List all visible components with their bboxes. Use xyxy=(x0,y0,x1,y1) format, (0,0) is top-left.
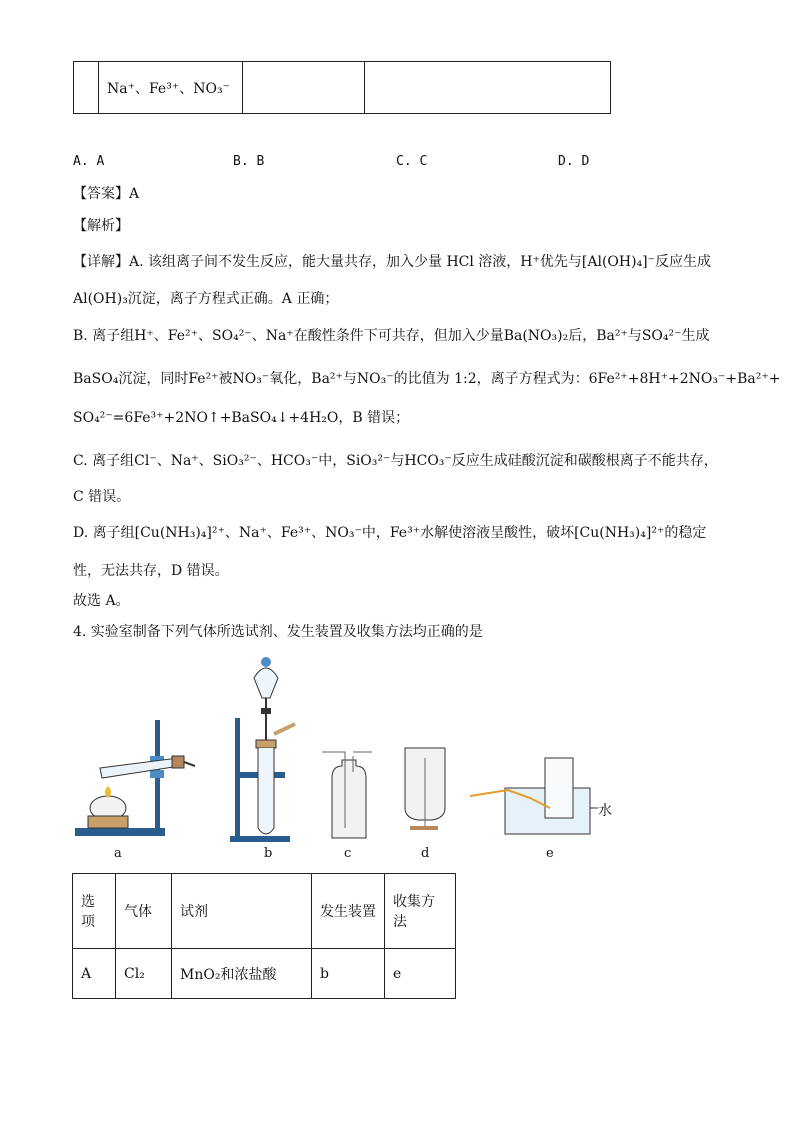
detail-line-8: D. 离子组[Cu(NH₃)₄]²⁺、Na⁺、Fe³⁺、NO₃⁻中，Fe³⁺水解使溶液呈酸性，破坏[Cu(NH₃)₄]²⁺的稳定 xyxy=(73,525,707,541)
detail-line-1: 【详解】A. 该组离子间不发生反应，能大量共存，加入少量 HCl 溶液，H⁺优先与[Al(OH)₄]⁻反应生成 xyxy=(73,254,712,270)
apparatus-b xyxy=(230,657,295,842)
top-table-cell-empty xyxy=(74,62,99,114)
table-header-row xyxy=(73,874,456,949)
header-option: 选项 xyxy=(73,874,116,949)
detail-line-5: SO₄²⁻=6Fe³⁺+2NO↑+BaSO₄↓+4H₂O，B 错误； xyxy=(73,410,410,426)
answer: 【答案】A xyxy=(73,186,140,202)
header-reagent: 试剂 xyxy=(172,874,312,949)
label-e: e xyxy=(546,846,554,861)
label-b: b xyxy=(264,846,273,861)
ions-text: Na⁺、Fe³⁺、NO₃⁻ xyxy=(107,80,230,97)
detail-line-9: 性，无法共存，D 错误。 xyxy=(73,563,229,579)
apparatus-figure xyxy=(60,648,620,848)
top-table-cell-3 xyxy=(365,62,611,114)
top-table-ions xyxy=(99,62,243,114)
top-table xyxy=(73,61,611,114)
water-label: 水 xyxy=(598,803,612,819)
detail-line-6: C. 离子组Cl⁻、Na⁺、SiO₃²⁻、HCO₃⁻中，SiO₃²⁻与HCO₃⁻反应生成硅酸沉淀和碳酸根离子不能共存， xyxy=(73,453,718,469)
detail-line-3: B. 离子组H⁺、Fe²⁺、SO₄²⁻、Na⁺在酸性条件下可共存，但加入少量Ba(NO₃)₂后，Ba²⁺与SO₄²⁻生成 xyxy=(73,328,710,344)
apparatus-c xyxy=(322,752,372,838)
label-a: a xyxy=(114,846,122,861)
table-row xyxy=(73,949,456,999)
option-b: B. B xyxy=(233,154,265,169)
top-table-cell-2 xyxy=(243,62,365,114)
options-table xyxy=(72,873,456,999)
cell-gas: Cl₂ xyxy=(116,949,172,999)
option-c: C. C xyxy=(396,154,428,169)
detail-line-10: 故选 A。 xyxy=(73,593,130,609)
header-apparatus: 发生装置 xyxy=(312,874,385,949)
analysis-heading: 【解析】 xyxy=(73,218,129,234)
detail-line-7: C 错误。 xyxy=(73,489,131,505)
apparatus-a xyxy=(75,720,195,836)
cell-reagent: MnO₂和浓盐酸 xyxy=(172,949,312,999)
label-c: c xyxy=(344,846,352,861)
header-gas: 气体 xyxy=(116,874,172,949)
question-4: 4. 实验室制备下列气体所选试剂、发生装置及收集方法均正确的是 xyxy=(73,624,483,640)
label-d: d xyxy=(421,846,430,861)
apparatus-d xyxy=(405,748,445,828)
detail-line-2: Al(OH)₃沉淀，离子方程式正确。A 正确； xyxy=(73,291,339,307)
detail-line-4: BaSO₄沉淀，同时Fe²⁺被NO₃⁻氧化，Ba²⁺与NO₃⁻的比值为 1:2，离子方程式为：6Fe²⁺+8H⁺+2NO₃⁻+Ba²⁺+ xyxy=(73,371,781,387)
apparatus-e xyxy=(470,758,598,834)
cell-collection: e xyxy=(385,949,456,999)
cell-apparatus: b xyxy=(312,949,385,999)
option-d: D. D xyxy=(558,154,590,169)
cell-option: A xyxy=(73,949,116,999)
header-collection: 收集方法 xyxy=(385,874,456,949)
option-a: A. A xyxy=(73,154,105,169)
